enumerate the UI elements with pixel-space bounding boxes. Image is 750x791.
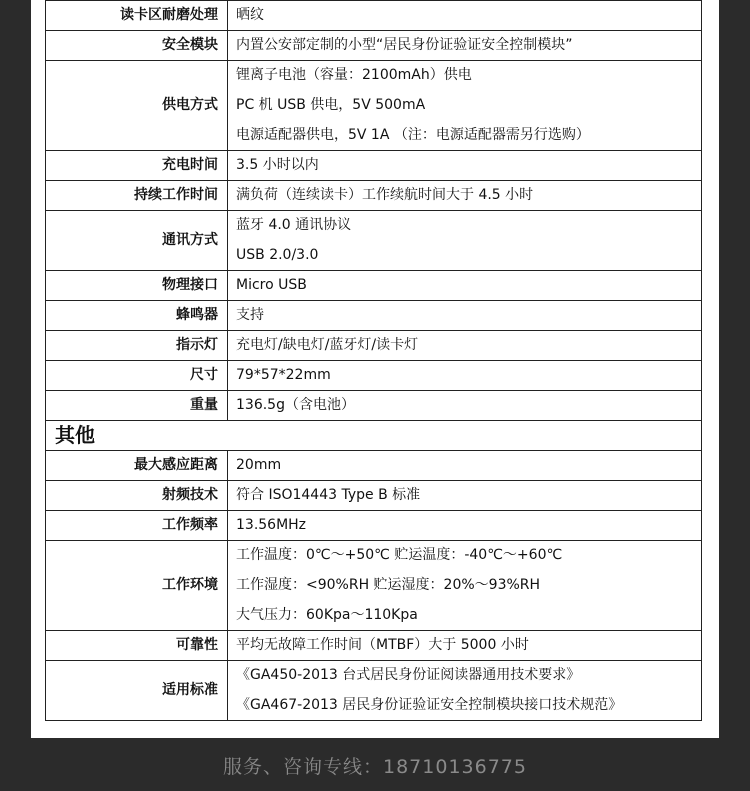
spec-row <box>46 391 702 421</box>
spec-value-cell <box>228 31 702 61</box>
spec-label: 工作频率 <box>46 511 228 541</box>
spec-row <box>46 661 702 721</box>
spec-label: 持续工作时间 <box>46 181 228 211</box>
spec-row <box>46 181 702 211</box>
spec-row <box>46 541 702 631</box>
spec-value: 《GA450-2013 台式居民身份证阅读器通用技术要求》 <box>236 667 581 683</box>
spec-label: 安全模块 <box>46 31 228 61</box>
spec-value-cell <box>228 631 702 661</box>
spec-value-cell <box>228 361 702 391</box>
spec-value: Micro USB <box>236 277 307 293</box>
spec-value-cell <box>228 181 702 211</box>
spec-value-cell <box>228 511 702 541</box>
spec-table <box>45 0 702 721</box>
spec-value: 锂离子电池（容量：2100mAh）供电 <box>236 67 472 83</box>
spec-row <box>46 301 702 331</box>
spec-label: 最大感应距离 <box>46 451 228 481</box>
spec-row <box>46 31 702 61</box>
spec-label: 重量 <box>46 391 228 421</box>
section-header-row <box>46 421 702 451</box>
spec-value: 工作湿度：<90%RH 贮运湿度：20%～93%RH <box>236 577 541 593</box>
spec-value: 电源适配器供电，5V 1A （注：电源适配器需另行选购） <box>236 127 590 143</box>
spec-label: 通讯方式 <box>46 211 228 271</box>
spec-label: 射频技术 <box>46 481 228 511</box>
spec-label: 尺寸 <box>46 361 228 391</box>
spec-row <box>46 61 702 151</box>
spec-value: 符合 ISO14443 Type B 标准 <box>236 487 421 503</box>
spec-value-cell <box>228 271 702 301</box>
spec-value: 79*57*22mm <box>236 367 331 383</box>
section-title: 其他 <box>46 421 702 451</box>
spec-row <box>46 631 702 661</box>
spec-value-cell <box>228 331 702 361</box>
spec-value: 平均无故障工作时间（MTBF）大于 5000 小时 <box>236 637 529 653</box>
spec-label: 蜂鸣器 <box>46 301 228 331</box>
spec-value: USB 2.0/3.0 <box>236 247 319 263</box>
spec-value: 《GA467-2013 居民身份证验证安全控制模块接口技术规范》 <box>236 697 623 713</box>
spec-label: 指示灯 <box>46 331 228 361</box>
spec-value: PC 机 USB 供电，5V 500mA <box>236 97 426 113</box>
spec-row <box>46 481 702 511</box>
spec-value-cell <box>228 481 702 511</box>
spec-row <box>46 151 702 181</box>
spec-label: 物理接口 <box>46 271 228 301</box>
spec-row <box>46 361 702 391</box>
spec-row <box>46 271 702 301</box>
spec-value-cell <box>228 541 702 631</box>
spec-row <box>46 511 702 541</box>
spec-value-cell <box>228 451 702 481</box>
spec-label: 可靠性 <box>46 631 228 661</box>
spec-value: 充电灯/缺电灯/蓝牙灯/读卡灯 <box>236 337 419 353</box>
spec-row <box>46 211 702 271</box>
spec-label: 充电时间 <box>46 151 228 181</box>
spec-row <box>46 1 702 31</box>
spec-value-cell <box>228 151 702 181</box>
spec-value-cell <box>228 661 702 721</box>
spec-value: 蓝牙 4.0 通讯协议 <box>236 217 352 233</box>
spec-value-cell <box>228 391 702 421</box>
spec-value-cell <box>228 61 702 151</box>
spec-value-cell <box>228 211 702 271</box>
spec-label: 供电方式 <box>46 61 228 151</box>
spec-value-cell <box>228 301 702 331</box>
spec-value: 13.56MHz <box>236 517 307 533</box>
spec-value: 支持 <box>236 307 264 323</box>
spec-value: 3.5 小时以内 <box>236 157 319 173</box>
service-hotline: 服务、咨询专线：18710136775 <box>223 756 527 778</box>
spec-label: 工作环境 <box>46 541 228 631</box>
spec-value-cell <box>228 1 702 31</box>
spec-row <box>46 451 702 481</box>
spec-value: 136.5g（含电池） <box>236 397 355 413</box>
spec-value: 满负荷（连续读卡）工作续航时间大于 4.5 小时 <box>236 187 534 203</box>
spec-label: 适用标准 <box>46 661 228 721</box>
spec-value: 大气压力：60Kpa～110Kpa <box>236 607 418 623</box>
spec-row <box>46 331 702 361</box>
spec-value: 晒纹 <box>236 7 264 23</box>
spec-label: 读卡区耐磨处理 <box>46 1 228 31</box>
spec-value: 工作温度：0℃～+50℃ 贮运温度：-40℃～+60℃ <box>236 547 563 563</box>
spec-value: 20mm <box>236 457 282 473</box>
spec-value: 内置公安部定制的小型“居民身份证验证安全控制模块” <box>236 37 573 53</box>
